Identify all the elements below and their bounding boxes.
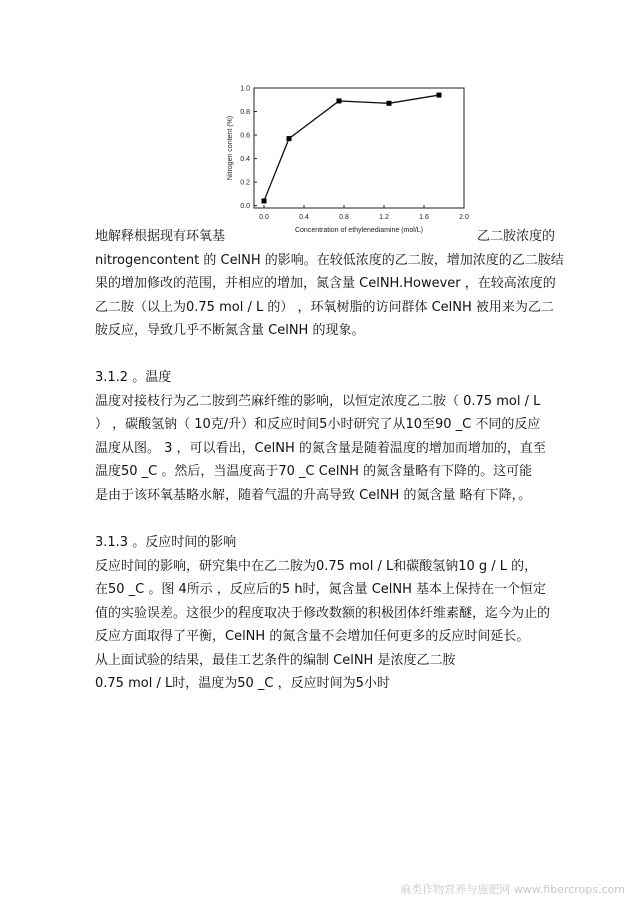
x-tick-label-2: 0.8 [339, 214, 349, 221]
y-tick-label-0: 0.0 [240, 203, 250, 211]
para1-line1-left: 地解释根据现有环氧基 [95, 229, 226, 244]
y-axis-label: Nitrogen content (%) [227, 115, 234, 181]
x-axis-label: Concentration of ethylenediamine (mol/L) [294, 227, 424, 234]
site-watermark: 麻类作物营养与施肥网 www.fibercrops.com [400, 883, 625, 896]
x-tick-label-0: 0.0 [259, 214, 269, 221]
s313-line6: 0.75 mol / L时，温度为50 _C ，反应时间为5小时 [95, 676, 390, 691]
section-temperature [95, 366, 555, 507]
s312-line4: 温度50 _C 。然后，当温度高于70 _C CelNH 的氮含量略有下降的。这可能 [95, 464, 533, 479]
para1-line3: 果的增加修改的范围，并相应的增加，氮含量 CelNH.However ，在较高浓度的 [95, 276, 556, 291]
s313-line4: 反应方面取得了平衡，CelNH 的氮含量不会增加任何更多的反应时间延长。 [95, 629, 530, 644]
y-tick-label-1: 0.2 [240, 179, 250, 187]
s313-line5: 从上面试验的结果，最佳工艺条件的编制 CelNH 是浓度乙二胺 [95, 652, 456, 668]
s313-line2: 在50 _C 。图 4所示 ，反应后的5 h时，氮含量 CelNH 基本上保持在一个恒定 [95, 582, 547, 597]
para1-line2: nitrogencontent 的 CelNH 的影响。在较低浓度的乙二胺，增加浓度的乙二胺结 [95, 252, 564, 268]
para1-line1 [95, 225, 555, 249]
s312-line5: 是由于该环氧基略水解，随着气温的升高导致 CelNH 的氮含量 略有下降，。 [95, 487, 532, 503]
y-tick-label-2: 0.4 [240, 156, 250, 164]
x-tick-label-1: 0.4 [299, 214, 309, 221]
s312-line1: 温度对接枝行为乙二胺到苎麻纤维的影响，以恒定浓度乙二胺（ 0.75 mol / L [95, 393, 541, 409]
data-point-1 [287, 136, 292, 141]
section-313-heading: 3.1.3 。反应时间的影响 [95, 535, 237, 550]
s313-line3: 值的实验误差。这很少的程度取决于修改数额的积极团体纤维素醚，迄今为止的 [95, 605, 551, 621]
y-tick-label-4: 0.8 [240, 109, 250, 117]
data-point-4 [437, 93, 442, 98]
paragraph-nitrogen-effect [95, 225, 564, 343]
x-tick-label-3: 1.2 [379, 214, 389, 221]
chart-svg [208, 80, 478, 245]
data-point-0 [262, 198, 267, 203]
series-line [264, 95, 439, 201]
para1-line1-right: 乙二胺浓度的 [476, 229, 555, 244]
x-tick-label-5: 2.0 [459, 214, 469, 221]
nitrogen-content-chart [208, 80, 478, 245]
data-point-2 [337, 98, 342, 103]
para1-line4: 乙二胺（以上为0.75 mol / L 的） ，环氧树脂的访问群体 CelNH 被用来为乙二 [95, 299, 554, 315]
para1-line5: 胺反应，导致几乎不断氮含量 CelNH 的现象。 [95, 323, 365, 338]
y-tick-label-5: 1.0 [240, 85, 250, 93]
s312-line3: 温度从图。 3 ，可以看出，CelNH 的氮含量是随着温度的增加而增加的，直至 [95, 440, 546, 456]
y-tick-label-3: 0.6 [240, 132, 250, 140]
x-tick-label-4: 1.6 [419, 214, 429, 221]
s312-line2: ） ，碳酸氢钠（ 10克/升）和反应时间5小时研究了从10至90 _C 不同的反应 [95, 417, 541, 432]
section-312-heading: 3.1.2 。温度 [95, 370, 172, 385]
s313-line1: 反应时间的影响，研究集中在乙二胺为0.75 mol / L和碳酸氢钠10 g / L 的， [95, 558, 538, 574]
data-point-3 [387, 101, 392, 106]
section-reaction-time [95, 531, 555, 696]
